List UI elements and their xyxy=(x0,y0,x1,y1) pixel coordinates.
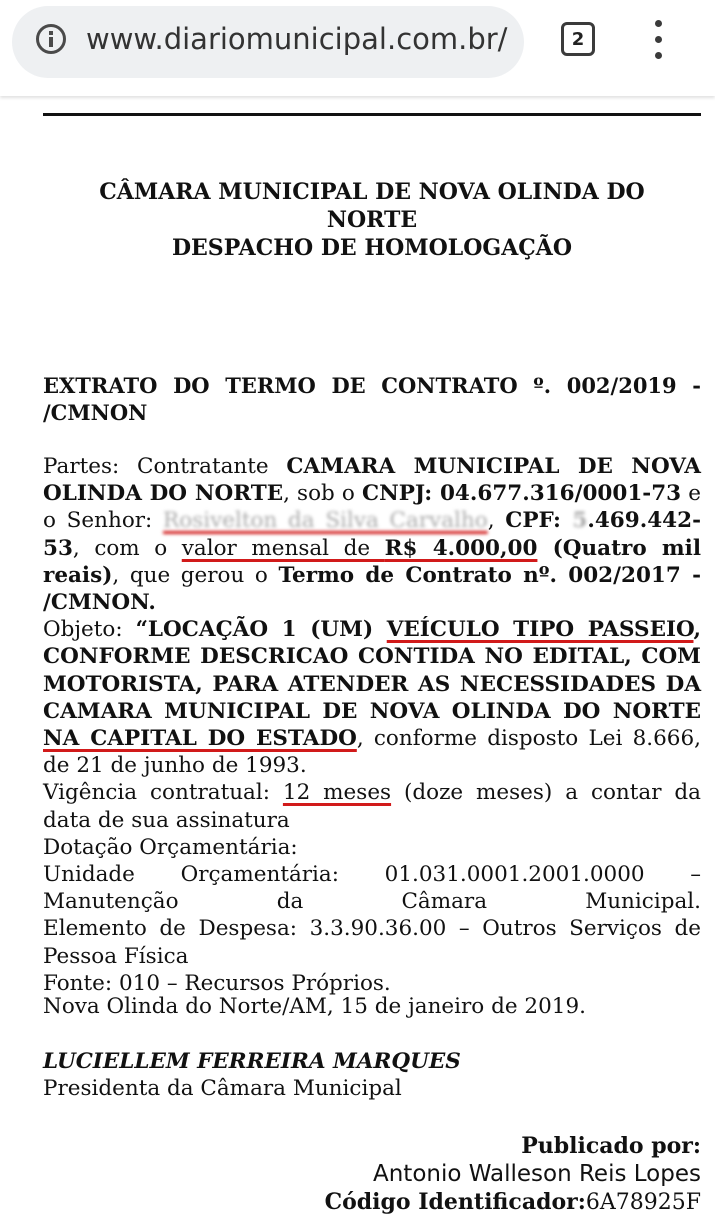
parties-label: Partes: Contratante xyxy=(43,454,287,479)
redacted-cpf: 5 xyxy=(572,508,588,534)
monthly-amount: R$ 4.000,00 xyxy=(384,535,538,561)
validity-months-highlight: 12 meses xyxy=(282,780,392,806)
object-text: “LOCAÇÃO 1 (UM) xyxy=(135,617,387,643)
monthly-value-highlight xyxy=(182,536,538,561)
text-fragment: , que gerou o xyxy=(112,562,279,588)
redacted-person-name: Rosivelton da Silva Carvalho xyxy=(163,508,488,534)
date-line: Nova Olinda do Norte/AM, 15 de janeiro de 2019. xyxy=(43,994,586,1019)
contract-term: Termo de Contrato nº. 002/2017 - /CMNON. xyxy=(43,562,702,616)
validity-rest: (doze meses) a contar da data de sua assinatura xyxy=(43,780,702,833)
header-rule xyxy=(43,113,701,116)
signer-role: Presidenta da Câmara Municipal xyxy=(43,1076,402,1101)
vehicle-type-highlight: VEÍCULO TIPO PASSEIO xyxy=(386,617,694,643)
published-by-label: Publicado por: xyxy=(521,1133,701,1159)
expense-element: Elemento de Despesa: 3.3.90.36.00 – Outros Serviços de Pessoa Física xyxy=(43,916,701,969)
contractor-name: CAMARA MUNICIPAL DE NOVA OLINDA DO NORTE xyxy=(43,454,701,507)
object-paragraph xyxy=(43,616,701,779)
browser-toolbar xyxy=(0,0,715,96)
funding-source: Fonte: 010 – Recursos Próprios. xyxy=(43,970,391,996)
publication-info xyxy=(325,1132,701,1217)
amount-in-words: (Quatro mil reais) xyxy=(43,535,701,588)
identifier-code-label: Código Identificador: xyxy=(324,1189,586,1215)
info-icon[interactable] xyxy=(36,24,66,54)
cnpj: CNPJ: 04.677.316/0001-73 xyxy=(362,481,682,507)
object-text: , CONFORME DESCRICAO CONTIDA NO EDITAL, COM MOTORISTA, PARA ATENDER AS NECESSIDADES DA CAMARA MUNICIPAL DE NOVA OLINDA DO NORTE xyxy=(43,617,701,724)
state-capital-highlight: NA CAPITAL DO ESTADO xyxy=(43,726,357,752)
cpf-label: CPF: xyxy=(505,508,573,534)
header-line-1: CÂMARA MUNICIPAL DE NOVA OLINDA DO xyxy=(99,179,645,205)
more-options-icon[interactable] xyxy=(650,20,666,60)
document-body xyxy=(43,453,701,997)
header-line-3: DESPACHO DE HOMOLOGAÇÃO xyxy=(171,235,573,261)
identifier-code-value: 6A78925F xyxy=(585,1190,701,1215)
text-fragment: e o Senhor: xyxy=(43,481,701,534)
publisher-name: Antonio Walleson Reis Lopes xyxy=(373,1161,701,1187)
validity-paragraph xyxy=(43,779,701,833)
budget-unit: Unidade Orçamentária: 01.031.0001.2001.0000 – Manutenção da Câmara Municipal. xyxy=(43,862,701,915)
url-text[interactable]: www.diariomunicipal.com.br/ xyxy=(86,22,508,56)
address-bar[interactable] xyxy=(12,6,524,78)
object-legal-reference: , conforme disposto Lei 8.666, de 21 de junho de 1993. xyxy=(43,726,701,779)
object-label: Objeto: xyxy=(43,617,136,643)
tab-switcher-button[interactable]: 2 xyxy=(561,22,595,56)
parties-paragraph xyxy=(43,453,701,616)
budget-title: Dotação Orçamentária: xyxy=(43,834,298,860)
cpf-value: .469.442-53 xyxy=(43,508,701,561)
text-fragment: , com o xyxy=(72,535,182,561)
validity-label: Vigência contratual: xyxy=(43,780,283,806)
header-line-2: NORTE xyxy=(326,207,418,233)
text-fragment: , sob o xyxy=(283,481,362,507)
monthly-value-label: valor mensal de xyxy=(181,535,385,561)
extract-title: EXTRATO DO TERMO DE CONTRATO º. 002/2019 - /CMNON xyxy=(43,373,701,425)
identifier-code xyxy=(325,1188,701,1217)
document-header xyxy=(43,178,701,262)
text-fragment: , xyxy=(487,508,506,534)
signer-name: LUCIELLEM FERREIRA MARQUES xyxy=(43,1049,461,1074)
